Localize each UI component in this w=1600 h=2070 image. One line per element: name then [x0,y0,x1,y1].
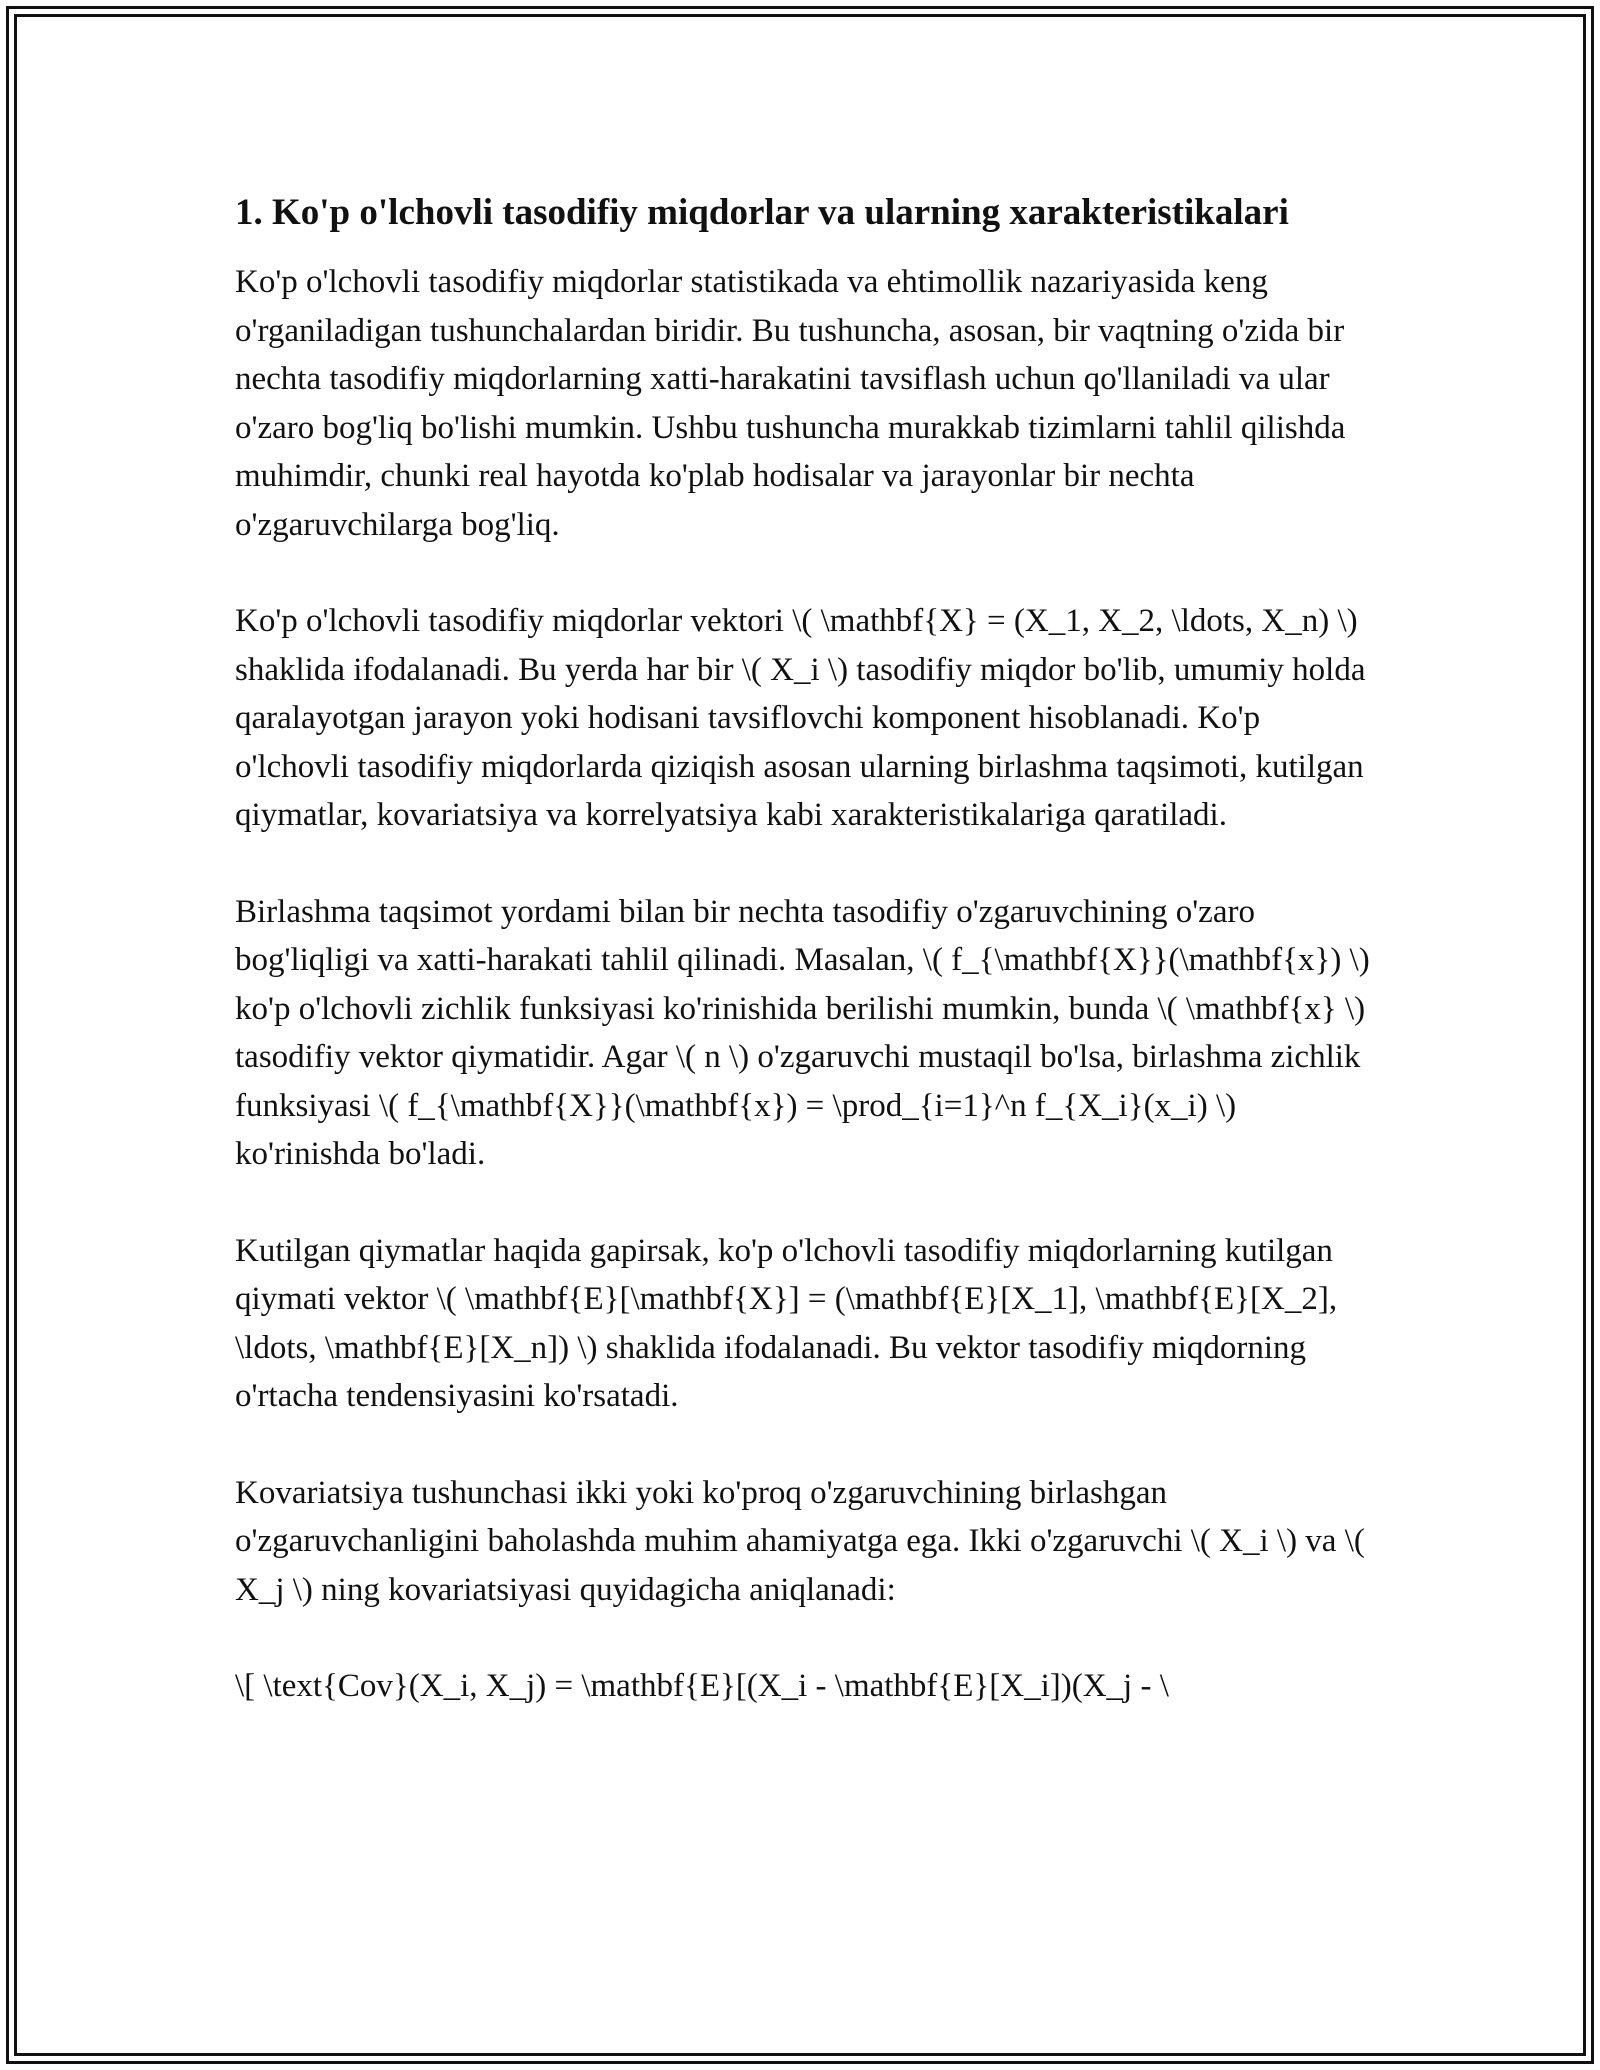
section-heading: 1. Ko'p o'lchovli tasodifiy miqdorlar va ularning xarakteristikalari [235,192,1289,233]
formula-covariance: \[ \text{Cov}(X_i, X_j) = \mathbf{E}[(X_i - \mathbf{E}[X_i])(X_j - \ [235,1668,1169,1704]
paragraph-covariance: Kovariatsiya tushunchasi ikki yoki ko'proq o'zgaruvchining birlashgan o'zgaruvchanligini baholashda muhim ahamiyatga ega. Ikki o'zgaruvchi \( X_i \) va \( X_j \) ning kovariatsiyasi quyidagicha aniqlanadi: [235,1474,1365,1608]
paragraph-intro: Ko'p o'lchovli tasodifiy miqdorlar statistikada va ehtimollik nazariyasida keng o'rganiladigan tushunchalardan biridir. Bu tushuncha, asosan, bir vaqtning o'zida bir nechta tasodifiy miqdorlarning xatti-harakatini tavsiflash uchun qo'llaniladi va ular o'zaro bog'liq bo'lishi mumkin. Ushbu tushuncha murakkab tizimlarni tahlil qilishda muhimdir, chunki real hayotda ko'plab hodisalar va jarayonlar bir nechta o'zgaruvchilarga bog'liq. [235,264,1346,543]
paragraph-vector: Ko'p o'lchovli tasodifiy miqdorlar vektori \( \mathbf{X} = (X_1, X_2, \ldots, X_n) \) shaklida ifodalanadi. Bu yerda har bir \( X_i \) tasodifiy miqdor bo'lib, umumiy holda qaralayotgan jarayon yoki hodisani tavsiflovchi komponent hisoblanadi. Ko'p o'lchovli tasodifiy miqdorlarda qiziqish asosan ularning birlashma taqsimoti, kutilgan qiymatlar, kovariatsiya va korrelyatsiya kabi xarakteristikalariga qaratiladi. [235,603,1366,833]
document-body [235,185,1375,1711]
paragraph-joint-distribution: Birlashma taqsimot yordami bilan bir nechta tasodifiy o'zgaruvchining o'zaro bog'liqligi va xatti-harakati tahlil qilinadi. Masalan, \( f_{\mathbf{X}}(\mathbf{x}) \) ko'p o'lchovli zichlik funksiyasi ko'rinishida berilishi mumkin, bunda \( \mathbf{x} \) tasodifiy vektor qiymatidir. Agar \( n \) o'zgaruvchi mustaqil bo'lsa, birlashma zichlik funksiyasi \( f_{\mathbf{X}}(\mathbf{x}) = \prod_{i=1}^n f_{X_i}(x_i) \) ko'rinishda bo'ladi. [235,893,1370,1172]
paragraph-expected-value: Kutilgan qiymatlar haqida gapirsak, ko'p o'lchovli tasodifiy miqdorlarning kutilgan qiymati vektor \( \mathbf{E}[\mathbf{X}] = (\mathbf{E}[X_1], \mathbf{E}[X_2], \ldots, \mathbf{E}[X_n]) \) shaklida ifodalanadi. Bu vektor tasodifiy miqdorning o'rtacha tendensiyasini ko'rsatadi. [235,1232,1338,1414]
